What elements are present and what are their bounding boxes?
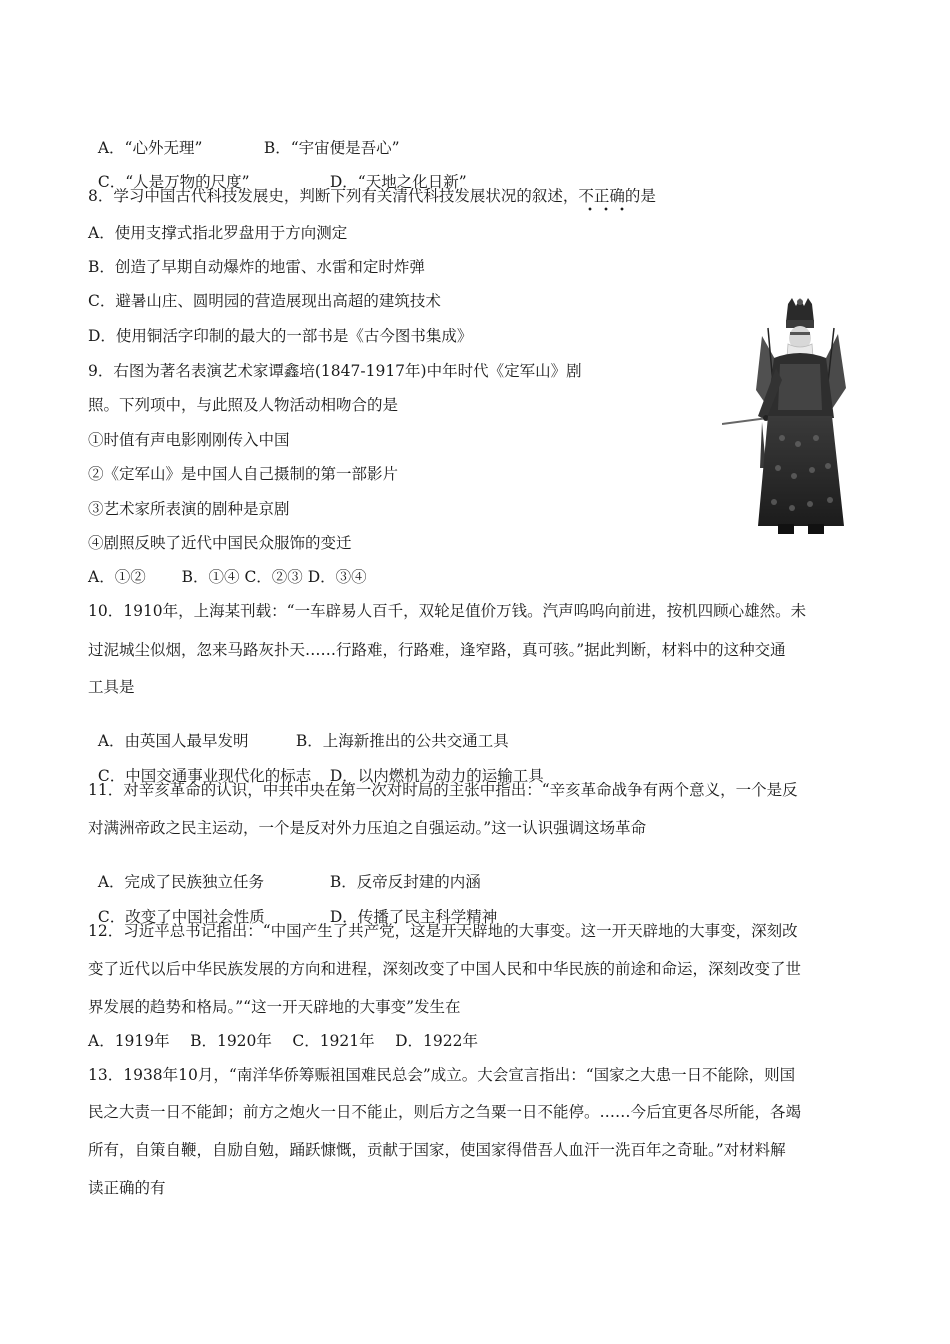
q10-option-b: B．上海新推出的公共交通工具	[295, 732, 509, 750]
q12-stem-line-1: 12．习近平总书记指出：“中国产生了共产党，这是开天辟地的大事变。这一开天辟地的大事变，深刻改	[88, 922, 798, 940]
q13-stem-line-4: 读正确的有	[88, 1179, 166, 1197]
q10-option-a: A．由英国人最早发明	[97, 732, 249, 750]
q11-stem-line-1: 11．对辛亥革命的认识，中共中央在第一次对时局的主张中指出：“辛亥革命战争有两个意义，一个是反	[88, 781, 798, 799]
q11-option-d: D．传播了民主科学精神	[329, 908, 498, 926]
q8-stem-prefix: 8．学习中国古代科技发展史，判断下列有关清代科技发展状况的叙述，	[88, 187, 579, 205]
q10-option-c: C．中国交通事业现代化的标志	[97, 767, 312, 785]
q8-stem-emphasis: 不正确	[578, 187, 625, 205]
q12-options: A．1919年 B．1920年 C．1921年 D．1922年	[88, 1032, 478, 1050]
q7-option-a: A．“心外无理”	[97, 139, 203, 157]
q13-stem-line-1: 13．1938年10月，“南洋华侨筹赈祖国难民总会”成立。大会宣言指出：“国家之大患一日不能除，则国	[88, 1066, 796, 1084]
q10-options-row-1	[88, 711, 509, 751]
q11-option-a: A．完成了民族独立任务	[97, 873, 265, 891]
q13-stem-line-3: 所有，自策自鞭，自励自勉，踊跃慷慨，贡献于国家，使国家得借吾人血汗一洗百年之奇耻。”对材料解	[88, 1141, 786, 1159]
q9-stem-line-2: 照。下列项中，与此照及人物活动相吻合的是	[88, 396, 399, 414]
q9-item-2: ②《定军山》是中国人自己摄制的第一部影片	[88, 465, 399, 483]
q8-stem-suffix: 的是	[624, 187, 656, 205]
q10-stem-line-3: 工具是	[88, 678, 135, 696]
q13-stem-line-2: 民之大责一日不能卸；前方之炮火一日不能止，则后方之刍粟一日不能停。……今后宜更各尽所能，各竭	[88, 1103, 802, 1121]
q12-stem-line-2: 变了近代以后中华民族发展的方向和进程，深刻改变了中国人民和中华民族的前途和命运，深刻改变了世	[88, 960, 802, 978]
q11-option-c: C．改变了中国社会性质	[97, 908, 265, 926]
q8-option-c: C．避暑山庄、圆明园的营造展现出高超的建筑技术	[88, 292, 441, 310]
q10-option-d: D．以内燃机为动力的运输工具	[329, 767, 544, 785]
q10-stem-line-2: 过泥城尘似烟，忽来马路灰扑天……行路难，行路难，逢窄路，真可骇。”据此判断，材料中的这种交通	[88, 641, 786, 659]
q10-stem-line-1: 10．1910年，上海某刊载：“一车辟易人百千，双轮足值价万钱。汽声呜呜向前进，按机四顾心雄然。未	[88, 602, 807, 620]
q9-item-4: ④剧照反映了近代中国民众服饰的变迁	[88, 534, 352, 552]
q7-option-b: B．“宇宙便是吾心”	[263, 139, 400, 157]
q11-options-row-1	[88, 852, 481, 892]
q9-item-1: ①时值有声电影刚刚传入中国	[88, 431, 290, 449]
opera-performer-photo	[722, 298, 872, 538]
q8-option-b: B．创造了早期自动爆炸的地雷、水雷和定时炸弹	[88, 258, 425, 276]
q7-option-d: D．“天地之化日新”	[329, 173, 467, 191]
q7-option-c: C．“人是万物的尺度”	[97, 173, 250, 191]
q11-option-b: B．反帝反封建的内涵	[329, 873, 481, 891]
q9-item-3: ③艺术家所表演的剧种是京剧	[88, 500, 290, 518]
q9-options: A．①② B．①④ C．②③ D．③④	[88, 568, 367, 586]
q11-stem-line-2: 对满洲帝政之民主运动，一个是反对外力压迫之自强运动。”这一认识强调这场革命	[88, 819, 647, 837]
q8-option-a: A．使用支撑式指北罗盘用于方向测定	[88, 224, 348, 242]
q12-stem-line-3: 界发展的趋势和格局。”“这一开天辟地的大事变”发生在	[88, 998, 461, 1016]
q8-option-d: D．使用铜活字印制的最大的一部书是《古今图书集成》	[88, 327, 473, 345]
q9-stem-line-1: 9．右图为著名表演艺术家谭鑫培(1847-1917年)中年时代《定军山》剧	[88, 362, 582, 380]
q8-stem	[88, 186, 656, 206]
